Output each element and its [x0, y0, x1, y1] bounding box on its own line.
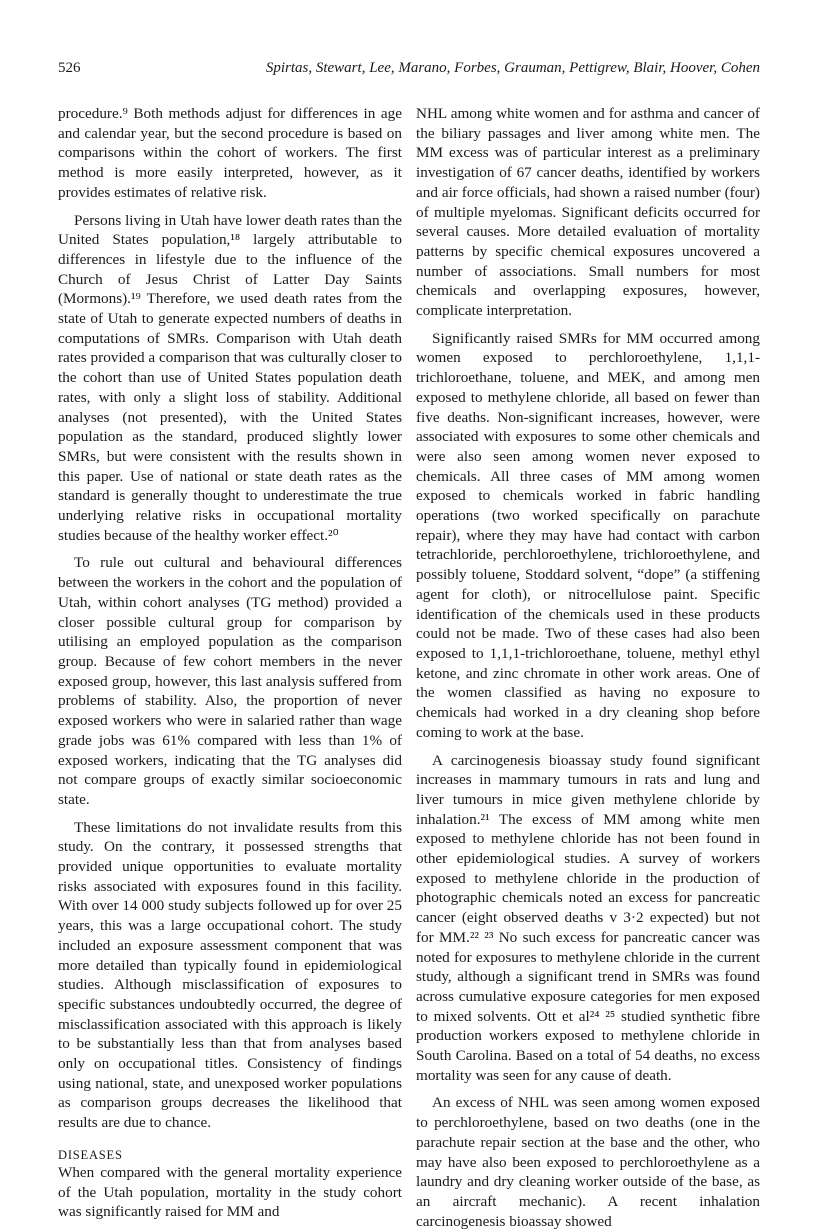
paragraph: Persons living in Utah have lower death rates than the United States population,¹⁸ largely attributable to differences in lifestyle due to the influence of the Church of Jesus Christ of Latter Day Saints (Mormons).¹⁹ Therefore, we used death rates from the state of Utah to generate expected numbers of deaths in computations of SMRs. Comparison with Utah death rates provided a comparison that was culturally closer to the cohort than use of United States population death rates, with only a slight loss of stability. Additional analyses (not presented), with the United States population as the standard, produced slightly lower SMRs, but were consistent with the results shown in this paper. Use of national or state death rates as the standard is generally thought to underestimate the true underlying relative risks in occupational mortality studies because of the healthy worker effect.²⁰ — [58, 211, 402, 544]
paragraph: When compared with the general mortality experience of the Utah population, mortality in the study cohort was significantly raised for MM and — [58, 1163, 402, 1221]
paragraph: procedure.⁹ Both methods adjust for differences in age and calendar year, but the second procedure is based on comparisons within the cohort of workers. The first method is more easily interpreted, however, as it provides estimates of relative risk. — [58, 105, 402, 201]
running-head-authors: Spirtas, Stewart, Lee, Marano, Forbes, Grauman, Pettigrew, Blair, Hoover, Cohen — [265, 60, 760, 76]
page-header — [58, 60, 760, 84]
page-number: 526 — [58, 60, 81, 76]
paragraph: NHL among white women and for asthma and cancer of the biliary passages and liver among white men. The MM excess was of particular interest as a preliminary investigation of 67 cancer deaths, identified by workers and air force officials, had shown a raised number (four) of multiple myelomas. Significant deficits occurred for several causes. More detailed evaluation of mortality patterns by specific chemical exposures uncovered a number of associations. Small numbers for most chemicals and overlapping exposures, however, complicate interpretation. — [416, 105, 760, 320]
paragraph: These limitations do not invalidate results from this study. On the contrary, it possessed strengths that provided unique opportunities to evaluate mortality risks associated with exposures found in this facility. With over 14 000 study subjects followed up for over 25 years, this was a large occupational cohort. The study included an exposure assessment component that was more detailed than typically found in epidemiological studies. Although misclassification of exposures to specific substances undoubtedly occurred, the degree of misclassification associated with this approach is likely to be substantially less than that from analyses based only on occupational titles. Consistency of findings using national, state, and unexposed worker populations as comparison groups decreases the likelihood that results are due to chance. — [58, 818, 402, 1132]
paragraph: A carcinogenesis bioassay study found significant increases in mammary tumours in rats and lung and liver tumours in mice given methylene chloride by inhalation.²¹ The excess of MM among white men exposed to methylene chloride has not been found in other epidemiological studies. A survey of workers exposed to methylene chloride in the production of photographic chemicals noted an excess for pancreatic cancer (eight observed deaths v 3·2 expected) but not for MM.²² ²³ No such excess for pancreatic cancer was noted for exposures to methylene chloride in the current study, although a significant trend in SMRs was found across cumulative exposure categories for men exposed to mixed solvents. Ott et al²⁴ ²⁵ studied synthetic fibre production workers exposed to methylene chloride in South Carolina. Based on a total of 54 deaths, no excess mortality was seen for any cause of death. — [416, 751, 760, 1084]
right-column — [416, 104, 760, 1231]
paragraph: An excess of NHL was seen among women exposed to perchloroethylene, based on two deaths (one in the parachute repair section at the base and the other, who may have also been exposed to perchloroethylene as a laundry and dry cleaning worker outside of the base, as an aircraft mechanic). A recent inhalation carcinogenesis bioassay showed — [416, 1094, 760, 1230]
left-column — [58, 104, 402, 1222]
paragraph: Significantly raised SMRs for MM occurred among women exposed to perchloroethylene, 1,1,1-trichloroethane, toluene, and MEK, and among men exposed to methylene chloride, all based on fewer than five deaths. Non-significant increases, however, were associated with exposures to some other chemicals and were also seen among women never exposed to chemicals. All three cases of MM among women exposed to chemicals worked in fabric handling operations (two worked specifically on parachute repair), where they may have had contact with carbon tetrachloride, perchloroethylene, trichloroethylene, and possibly toluene, Stoddard solvent, “dope” (a stiffening agent for cloth), or nitrocellulose paint. Specific identification of the chemicals used in these products could not be made. Two of these cases had also been exposed to 1,1,1-trichloroethane, toluene, methyl ethyl ketone, and zinc chromate in other work areas. One of the women classified as having no exposure to chemicals had worked in a dry cleaning shop before coming to work at the base. — [416, 329, 760, 741]
paragraph: To rule out cultural and behavioural differences between the workers in the cohort and the population of Utah, within cohort analyses (TG method) provided a closer possible cultural group for comparison by utilising an employed population as the comparison group. Because of few cohort members in the never exposed group, however, this last analysis suffered from problems of stability. Also, the proportion of never exposed workers who were in salaried rather than wage grade jobs was 61% compared with less than 1% of exposed workers, indicating that the TG analyses did not compare groups of exactly similar socioeconomic state. — [58, 554, 402, 808]
section-heading-diseases: DISEASES — [58, 1147, 123, 1162]
